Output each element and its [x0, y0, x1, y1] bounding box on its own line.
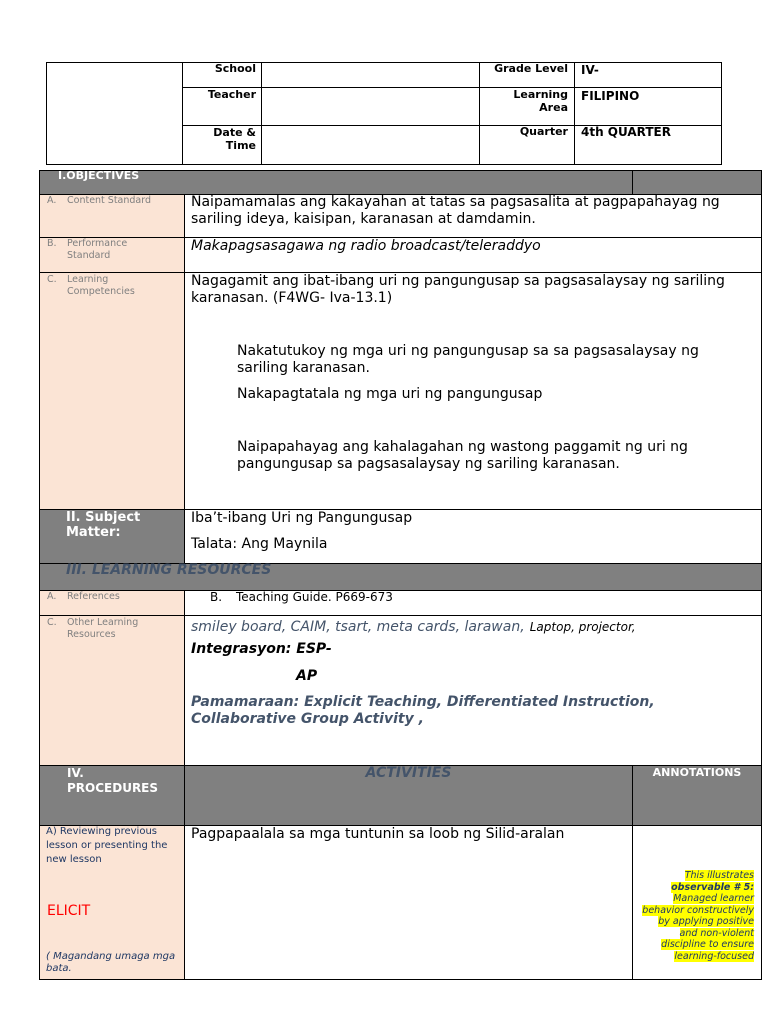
objective-bullet-3: Naipapahayag ang kahalagahan ng wastong paggamit ng uri ng pangungusap sa pagsasalaysay ng sariling karanasan.: [237, 439, 688, 472]
teacher-field[interactable]: [262, 88, 479, 125]
performance-standard-text: Makapagsasagawa ng radio broadcast/teleraddyo: [191, 238, 541, 254]
teacher-label: Teacher: [207, 88, 256, 101]
quarter-value: 4th QUARTER: [581, 125, 671, 139]
content-standard-text: Naipamamalas ang kakayahan at tatas sa pagsasalita at pagpapahayag ng sariling ideya, kaisipan, karanasan at damdamin.: [191, 194, 720, 227]
column-divider: [184, 591, 185, 765]
learning-area-label: Learning Area: [513, 88, 568, 114]
integration-text: Integrasyon: ESP-: [191, 641, 332, 657]
other-resources-materials: smiley board, CAIM, tsart, meta cards, larawan, Laptop, projector,: [191, 619, 636, 635]
references-label: A. References: [47, 591, 120, 602]
learning-resources-title: III. LEARNING RESOURCES: [66, 562, 272, 578]
objectives-title: I.OBJECTIVES: [58, 169, 140, 182]
school-label: School: [214, 62, 256, 75]
procedures-title: IV. PROCEDURES: [67, 766, 159, 795]
pamamaraan-text: Pamamaraan: Explicit Teaching, Differentiated Instruction, Collaborative Group Activity ,: [191, 694, 655, 727]
annotation-text: This illustrates observable # 5: Managed learner behavior constructively by applying positive and non-violent discipline to ensure learning-focused: [642, 870, 754, 962]
header-divider: [632, 171, 633, 194]
objective-bullet-1: Nakatutukoy ng mga uri ng pangungusap sa sa pagsasalaysay ng sariling karanasan.: [237, 343, 699, 376]
greeting-text: ( Magandang umaga mga bata.: [46, 951, 176, 974]
other-resources-label: C. Other Learning Resources: [47, 617, 139, 640]
column-divider: [184, 194, 185, 510]
objectives-header: [40, 171, 761, 194]
column-divider: [632, 766, 633, 980]
annotations-title: ANNOTATIONS: [652, 766, 742, 779]
learning-competencies-text: Nagagamit ang ibat-ibang uri ng pangungusap sa pagsasalaysay ng sariling karanasan. (F4WG- Iva-13.1): [191, 273, 725, 306]
elicit-label: ELICIT: [47, 903, 91, 919]
subject-matter-title: II. Subject Matter:: [66, 510, 141, 540]
column-divider: [184, 766, 185, 980]
grade-level-value: IV-: [581, 63, 599, 77]
subject-matter-line-2: Talata: Ang Maynila: [191, 536, 328, 552]
quarter-label: Quarter: [519, 125, 568, 138]
header-divider: [182, 62, 183, 165]
date-time-label: Date & Time: [213, 126, 256, 152]
header-divider: [574, 62, 575, 165]
learning-competencies-label: C. Learning Competencies: [47, 274, 135, 297]
learning-area-value: FILIPINO: [581, 89, 640, 103]
integration-text-2: AP: [296, 668, 318, 684]
date-time-field[interactable]: [262, 126, 479, 164]
subject-matter-line-1: Iba’t-ibang Uri ng Pangungusap: [191, 510, 413, 526]
school-field[interactable]: [262, 63, 479, 87]
objective-bullet-2: Nakapagtatala ng mga uri ng pangungusap: [237, 386, 543, 402]
performance-standard-label: B. Performance Standard: [47, 238, 128, 261]
procedure-a-text: Pagpapaalala sa mga tuntunin sa loob ng Silid-aralan: [191, 826, 565, 842]
activities-title: ACTIVITIES: [365, 765, 452, 781]
header-divider: [479, 62, 480, 165]
references-text: B. Teaching Guide. P669-673: [210, 590, 393, 604]
column-divider: [184, 510, 185, 563]
content-standard-label: A. Content Standard: [47, 195, 152, 206]
procedure-a-label: A) Reviewing previous lesson or presenting the new lesson: [46, 826, 168, 865]
grade-level-label: Grade Level: [494, 62, 568, 75]
